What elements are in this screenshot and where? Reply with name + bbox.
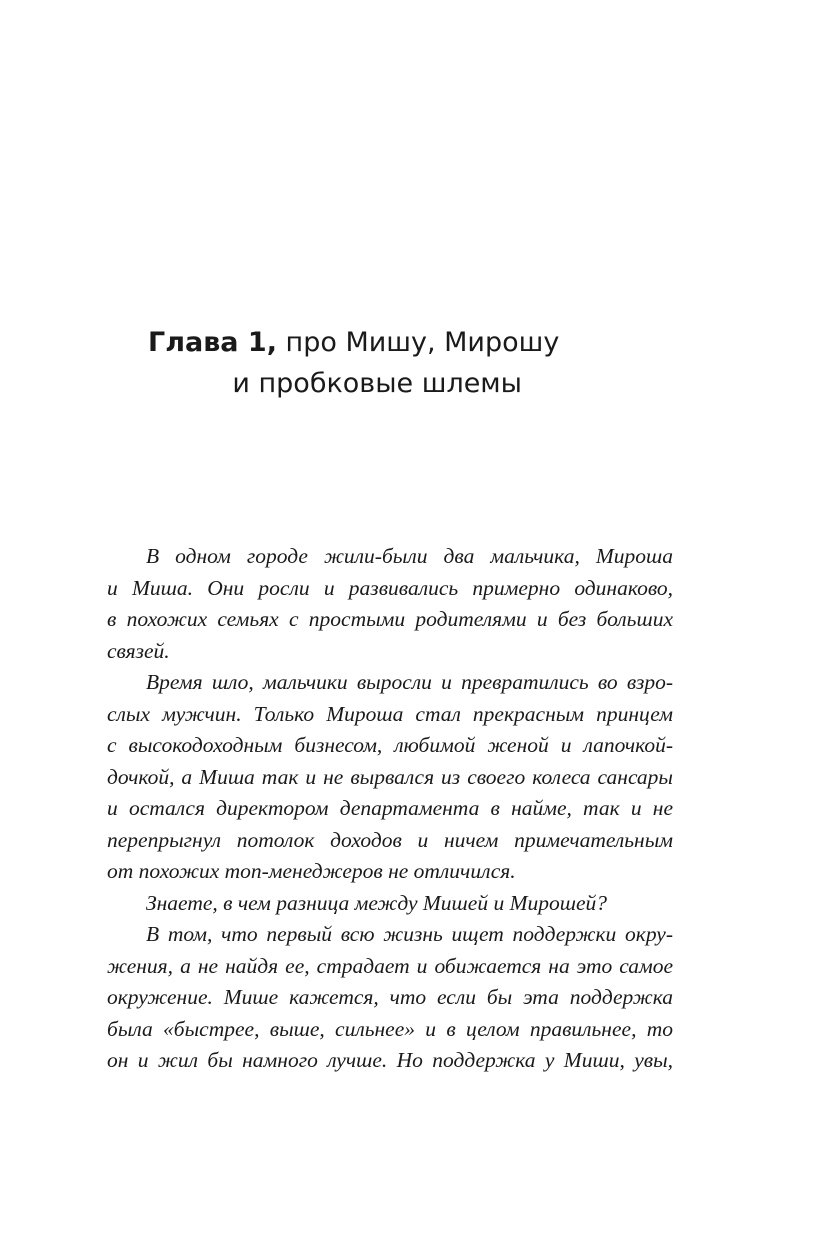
text-line: и остался директором департамента в найме, так и не xyxy=(107,796,673,820)
chapter-title-line-1: про Мишу, Мирошу xyxy=(285,327,560,358)
paragraph-4 xyxy=(107,919,673,1077)
text-line: была «быстрее, выше, сильнее» и в целом правильнее, то xyxy=(107,1016,673,1041)
chapter-body xyxy=(107,541,673,1077)
text-line: с высокодоходным бизнесом, любимой женой и лапочкой- xyxy=(107,733,673,757)
text-line: В том, что первый всю жизнь ищет поддержки окру- xyxy=(146,922,673,946)
text-line: от похожих топ-менеджеров не отличился. xyxy=(107,859,516,883)
text-line: дочкой, а Миша так и не вырвался из своего колеса сансары xyxy=(107,764,673,789)
text-line: и Миша. Они росли и развивались примерно одинаково, xyxy=(107,575,673,600)
text-line: В одном городе жили-были два мальчика, Мироша xyxy=(146,544,673,568)
text-line: слых мужчин. Только Мироша стал прекрасным принцем xyxy=(107,701,673,726)
paragraph-3 xyxy=(107,888,673,920)
paragraph-1 xyxy=(107,541,673,667)
chapter-title-line-2: и пробковые шлемы xyxy=(232,368,522,399)
chapter-label: Глава 1, xyxy=(148,327,277,358)
text-line: Время шло, мальчики выросли и превратились во взро- xyxy=(146,670,673,694)
text-line: он и жил бы намного лучше. Но поддержка у Миши, увы, xyxy=(107,1048,673,1072)
text-line: перепрыгнул потолок доходов и ничем примечательным xyxy=(107,827,673,852)
text-line: Знаете, в чем разница между Мишей и Мирошей? xyxy=(146,890,608,915)
paragraph-2 xyxy=(107,667,673,888)
text-line: в похожих семьях с простыми родителями и без больших xyxy=(107,607,673,631)
text-line: связей. xyxy=(107,638,170,663)
text-line: окружение. Мише кажется, что если бы эта поддержка xyxy=(107,985,673,1009)
chapter-heading xyxy=(148,322,560,404)
chapter-heading-line-1 xyxy=(148,322,560,363)
text-line: жения, а не найдя ее, страдает и обижается на это самое xyxy=(107,953,673,978)
